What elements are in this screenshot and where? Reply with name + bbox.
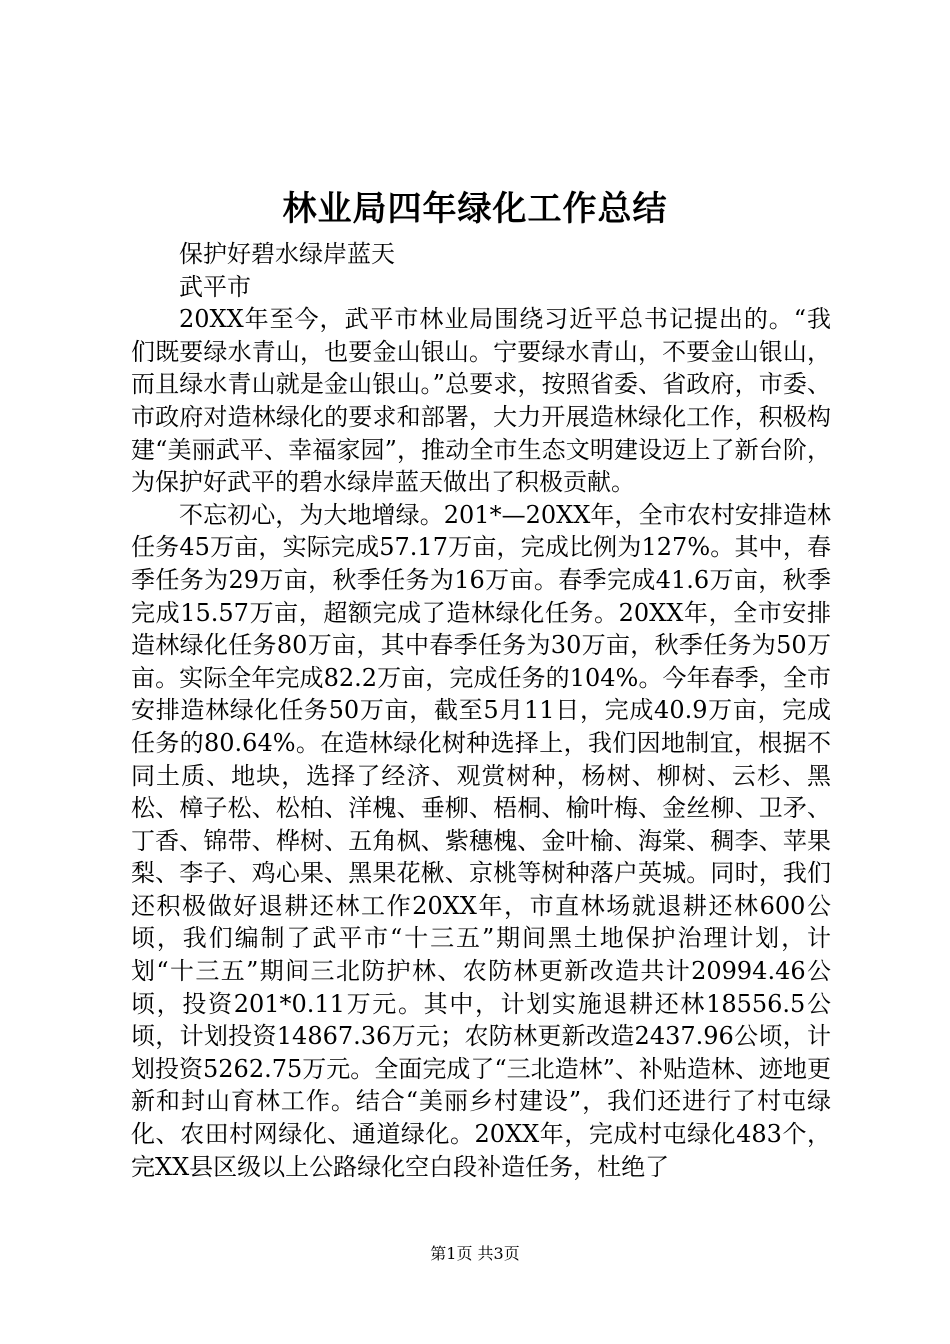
document-title: 林业局四年绿化工作总结 [282,189,668,229]
paragraph-afforestation: 不忘初心，为大地增绿。201*—20XX年，全市农村安排造林任务45万亩，实际完成57.17万亩，完成比例为127%。其中，春季任务为29万亩，秋季任务为16万亩。春季完成41.6万亩，秋季完成15.57万亩，超额完成了造林绿化任务。20XX年，全市安排造林绿化任务80万亩，其中春季任务为30万亩，秋季任务为50万亩。实际全年完成82.2万亩，完成任务的104%。今年春季，全市安排造林绿化任务50万亩，截至5月11日，完成40.9万亩，完成任务的80.64%。在造林绿化树种选择上，我们因地制宜，根据不同土质、地块，选择了经济、观赏树种，杨树、柳树、云杉、黑松、樟子松、松柏、洋槐、垂柳、梧桐、榆叶梅、金丝柳、卫矛、丁香、锦带、桦树、五角枫、紫穗槐、金叶榆、海棠、稠李、苹果梨、李子、鸡心果、黑果花楸、京桃等树种落户英城。同时，我们还积极做好退耕还林工作20XX年，市直林场就退耕还林600公顷，我们编制了武平市“十三五”期间黑土地保护治理计划，计划“十三五”期间三北防护林、农防林更新改造共计20994.46公顷，投资201*0.11万元。其中，计划实施退耕还林18556.5公顷，计划投资14867.36万元；农防林更新改造2437.96公顷，计划投资5262.75万元。全面完成了“三北造林”、补贴造林、迹地更新和封山育林工作。结合“美丽乡村建设”，我们还进行了村屯绿化、农田村网绿化、通道绿化。20XX年，完成村屯绿化483个，完XX县区级以上公路绿化空白段补造任务，杜绝了 [131,500,831,1181]
page-footer: 第1页 共3页 [430,1244,520,1263]
paragraph-intro: 20XX年至今，武平市林业局围绕习近平总书记提出的。“我们既要绿水青山，也要金山银山。宁要绿水青山，不要金山银山，而且绿水青山就是金山银山。”总要求，按照省委、省政府，市委、市政府对造林绿化的要求和部署，大力开展造林绿化工作，积极构建“美丽武平、幸福家园”，推动全市生态文明建设迈上了新台阶，为保护好武平的碧水绿岸蓝天做出了积极贡献。 [131,305,831,497]
document-subtitle: 保护好碧水绿岸蓝天 [179,240,395,268]
document-author: 武平市 [179,272,251,301]
document-body [131,238,831,1183]
